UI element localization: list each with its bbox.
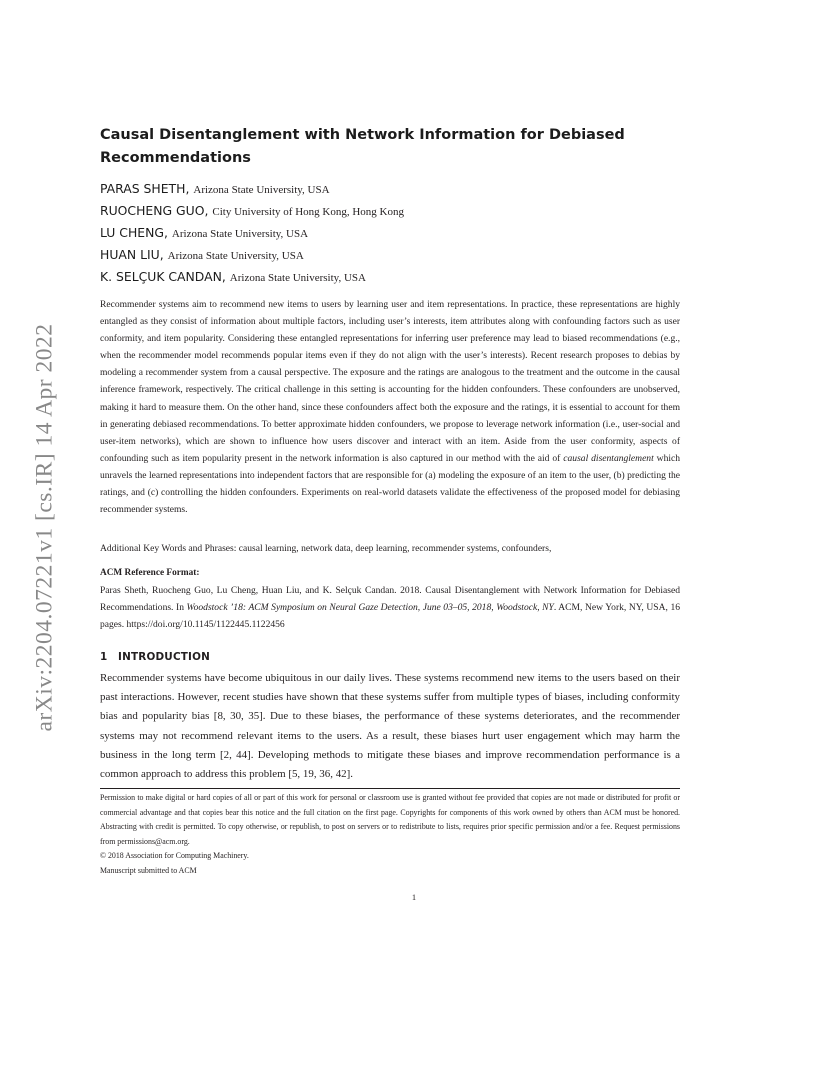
- author-entry: [100, 266, 700, 288]
- abstract: [100, 296, 680, 518]
- author-entry: [100, 178, 700, 200]
- section-title: INTRODUCTION: [118, 651, 211, 663]
- author-affiliation: Arizona State University, USA: [229, 272, 366, 284]
- reference-format-citation: [100, 582, 680, 633]
- section-number: 1: [100, 651, 108, 663]
- author-name: RUOCHENG GUO,: [100, 203, 209, 218]
- permission-notice: Permission to make digital or hard copies of all or part of this work for personal or classroom use is granted without fee provided that copies are not made or distributed for profit or commercial advantage and that copies bear this notice and the full citation on the first page. Copyrights for components of this work owned by others than ACM must be honored. Abstracting with credit is permitted. To copy otherwise, or republish, to post on servers or to redistribute to lists, requires prior specific permission and/or a fee. Request permissions from permissions@acm.org.: [100, 793, 680, 846]
- author-name: HUAN LIU,: [100, 247, 164, 262]
- author-name: K. SELÇUK CANDAN,: [100, 269, 226, 284]
- arxiv-identifier-text: arXiv:2204.07221v1 [cs.IR] 14 Apr 2022: [31, 322, 58, 732]
- paper-title: Causal Disentanglement with Network Information for Debiased Recommendations: [100, 127, 625, 166]
- arxiv-identifier-stamp: [30, 294, 60, 760]
- reference-format-heading: ACM Reference Format:: [100, 568, 200, 578]
- author-affiliation: Arizona State University, USA: [193, 184, 330, 196]
- introduction-paragraph: Recommender systems have become ubiquitous in our daily lives. These systems recommend new items to the users based on their past interactions. However, recent studies have shown that these systems suffer from multiple types of biases, including conformity bias and popularity bias [8, 30, 35]. Due to these biases, the performance of these systems deteriorates, and the recommender systems may not recommend relevant items to the users. As a result, these biases hurt user engagement which may harm the business in the long term [2, 44]. Developing methods to mitigate these biases and improve recommendation performance is a common approach to address this problem [5, 19, 36, 42].: [100, 672, 680, 781]
- abstract-text: Recommender systems aim to recommend new items to users by learning user and item representations. In practice, these representations are highly entangled as they consist of information about multiple factors, including user’s interests, item attributes along with confounding factors such as user conformity, and item popularity. Considering these entangled representations for inferring user preference may lead to biased recommendations (e.g., when the recommender model recommends popular items even if they do not align with the user’s interests). Recent research proposes to debias by modeling a recommender system from a causal perspective. The exposure and the ratings are analogous to the treatment and the outcome in the causal inference framework, respectively. The critical challenge in this setting is accounting for the hidden confounders. These confounders are unobserved, making it hard to measure them. On the other hand, since these confounders affect both the exposure and the ratings, it is essential to account for them in generating debiased recommendations. To better approximate hidden confounders, we propose to leverage network information (i.e., user-social and user-item networks), which are shown to influence how users discover and interact with an item. Aside from the user conformity, aspects of confounding such as item popularity present in the network information is also captured in our method with the aid of: [100, 299, 680, 464]
- citation-venue: Woodstock ’18: ACM Symposium on Neural Gaze Detection, June 03–05, 2018, Woodstock, NY: [186, 602, 554, 613]
- author-affiliation: Arizona State University, USA: [171, 228, 309, 240]
- author-name: LU CHENG,: [100, 225, 168, 240]
- author-name: PARAS SHETH,: [100, 181, 190, 196]
- section-heading: [100, 649, 680, 666]
- abstract-text-continued: which unravels the learned representations into independent factors that are responsible for (a) modeling the exposure of an item to the user, (b) predicting the ratings, and (c) controlling the hidden confounders. Experiments on real-world datasets validate the effectiveness of the proposed model for debiasing recommender systems.: [100, 452, 681, 516]
- copyright-notice: © 2018 Association for Computing Machinery.: [100, 851, 249, 861]
- page-number: 1: [411, 892, 417, 902]
- footnote-divider: [100, 788, 680, 789]
- abstract-emphasis: causal disentanglement: [563, 452, 654, 464]
- footnote: [100, 791, 680, 879]
- author-entry: [100, 200, 700, 222]
- keywords: Additional Key Words and Phrases: causal learning, network data, deep learning, recommender systems, confounders,: [100, 543, 552, 554]
- author-entry: [100, 244, 700, 266]
- citation-text-continued: . ACM, New York, NY, USA, 16 pages. https://doi.org/10.1145/1122445.1122456: [100, 602, 680, 630]
- citation-text: Paras Sheth, Ruocheng Guo, Lu Cheng, Huan Liu, and K. Selçuk Candan. 2018. Causal Disentanglement with Network Information for Debiased Recommendations. In: [100, 585, 680, 613]
- author-list: [100, 178, 700, 288]
- author-entry: [100, 222, 700, 244]
- manuscript-notice: Manuscript submitted to ACM: [100, 865, 197, 875]
- author-affiliation: Arizona State University, USA: [167, 250, 304, 262]
- author-affiliation: City University of Hong Kong, Hong Kong: [212, 206, 404, 218]
